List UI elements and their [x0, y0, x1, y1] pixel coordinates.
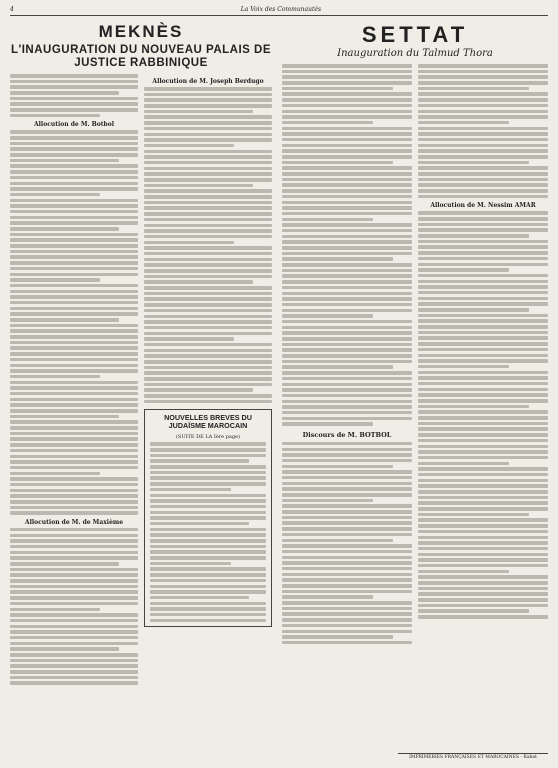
article-body-block	[144, 87, 272, 403]
discours-title: Discours de M. BOTBOL	[302, 430, 392, 439]
section-title: Allocution de M. Joseph Berdugo	[152, 78, 264, 85]
news-box-body	[150, 442, 266, 622]
meknes-headline: L'INAUGURATION DU NOUVEAU PALAIS DE JUSTICE RABBINIQUE	[10, 44, 272, 69]
article-body-block	[10, 528, 138, 685]
article-body-block	[418, 211, 548, 618]
article-body-block	[10, 130, 138, 515]
news-box-title: NOUVELLES BREVES DU JUDAÏSME MAROCAIN	[164, 413, 252, 431]
page-number: 4	[10, 6, 14, 13]
printer-imprint: IMPRIMERIES FRANÇAISES ET MAROCAINES - Rabat	[398, 753, 548, 760]
article-body-block	[10, 74, 138, 117]
section-title: Allocution de M. Botbol	[34, 121, 114, 129]
article-body-block	[282, 442, 412, 645]
article-body-block	[418, 64, 548, 198]
section-title: Allocution de M. de Maxième	[24, 518, 124, 526]
masthead: La Voix des Communautés	[240, 6, 322, 13]
news-box-subtitle: (SUITE DE LA Ière page)	[175, 434, 241, 441]
meknes-title: MEKNÈS	[98, 22, 184, 41]
article-body-block	[282, 64, 412, 426]
section-title: Allocution de M. Nessim AMAR	[430, 202, 536, 210]
settat-title: SETTAT	[361, 22, 469, 47]
settat-article	[282, 22, 548, 685]
settat-subtitle: Inauguration du Talmud Thora	[337, 48, 493, 59]
meknes-article	[10, 22, 272, 685]
news-box	[144, 409, 272, 627]
running-head	[10, 6, 548, 16]
